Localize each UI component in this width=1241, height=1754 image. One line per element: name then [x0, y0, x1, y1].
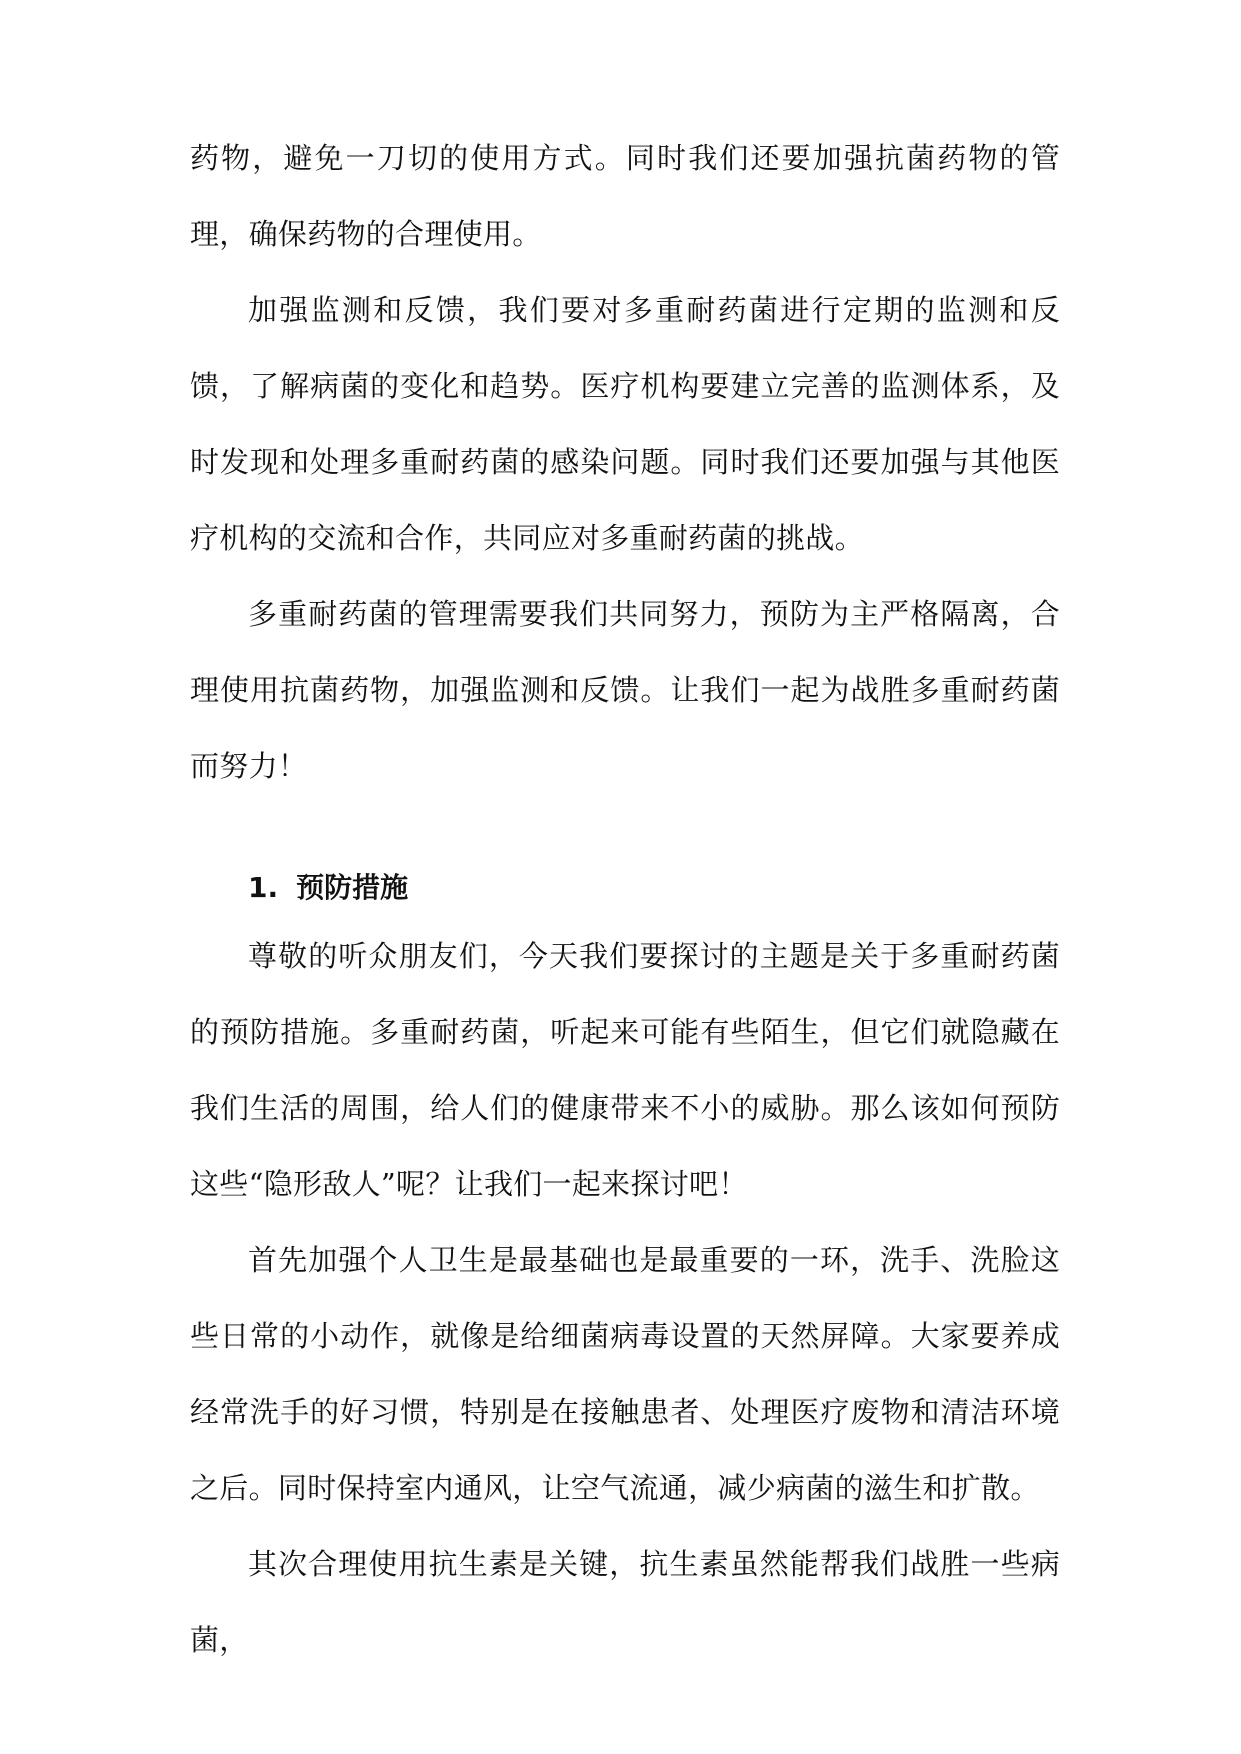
section-number: 1. — [248, 871, 279, 904]
paragraph-monitoring-feedback: 加强监测和反馈，我们要对多重耐药菌进行定期的监测和反馈，了解病菌的变化和趋势。医疗机构要建立完善的监测体系，及时发现和处理多重耐药菌的感染问题。同时我们还要加强与其他医疗机构的交流和合作，共同应对多重耐药菌的挑战。 — [190, 293, 1060, 555]
section-title: 预防措施 — [296, 871, 409, 904]
paragraph-continuation: 药物，避免一刀切的使用方式。同时我们还要加强抗菌药物的管理，确保药物的合理使用。 — [190, 141, 1060, 251]
paragraph-antibiotic-use: 其次合理使用抗生素是关键，抗生素虽然能帮我们战胜一些病菌， — [190, 1547, 1060, 1657]
paragraph-conclusion: 多重耐药菌的管理需要我们共同努力，预防为主严格隔离，合理使用抗菌药物，加强监测和反馈。让我们一起为战胜多重耐药菌而努力！ — [190, 597, 1060, 783]
paragraph-introduction: 尊敬的听众朋友们，今天我们要探讨的主题是关于多重耐药菌的预防措施。多重耐药菌，听起来可能有些陌生，但它们就隐藏在我们生活的周围，给人们的健康带来不小的威胁。那么该如何预防这些“隐形敌人”呢？让我们一起来探讨吧！ — [190, 939, 1060, 1201]
section-heading — [248, 858, 408, 918]
paragraph-personal-hygiene: 首先加强个人卫生是最基础也是最重要的一环，洗手、洗脸这些日常的小动作，就像是给细菌病毒设置的天然屏障。大家要养成经常洗手的好习惯，特别是在接触患者、处理医疗废物和清洁环境之后。同时保持室内通风，让空气流通，减少病菌的滋生和扩散。 — [190, 1243, 1060, 1505]
